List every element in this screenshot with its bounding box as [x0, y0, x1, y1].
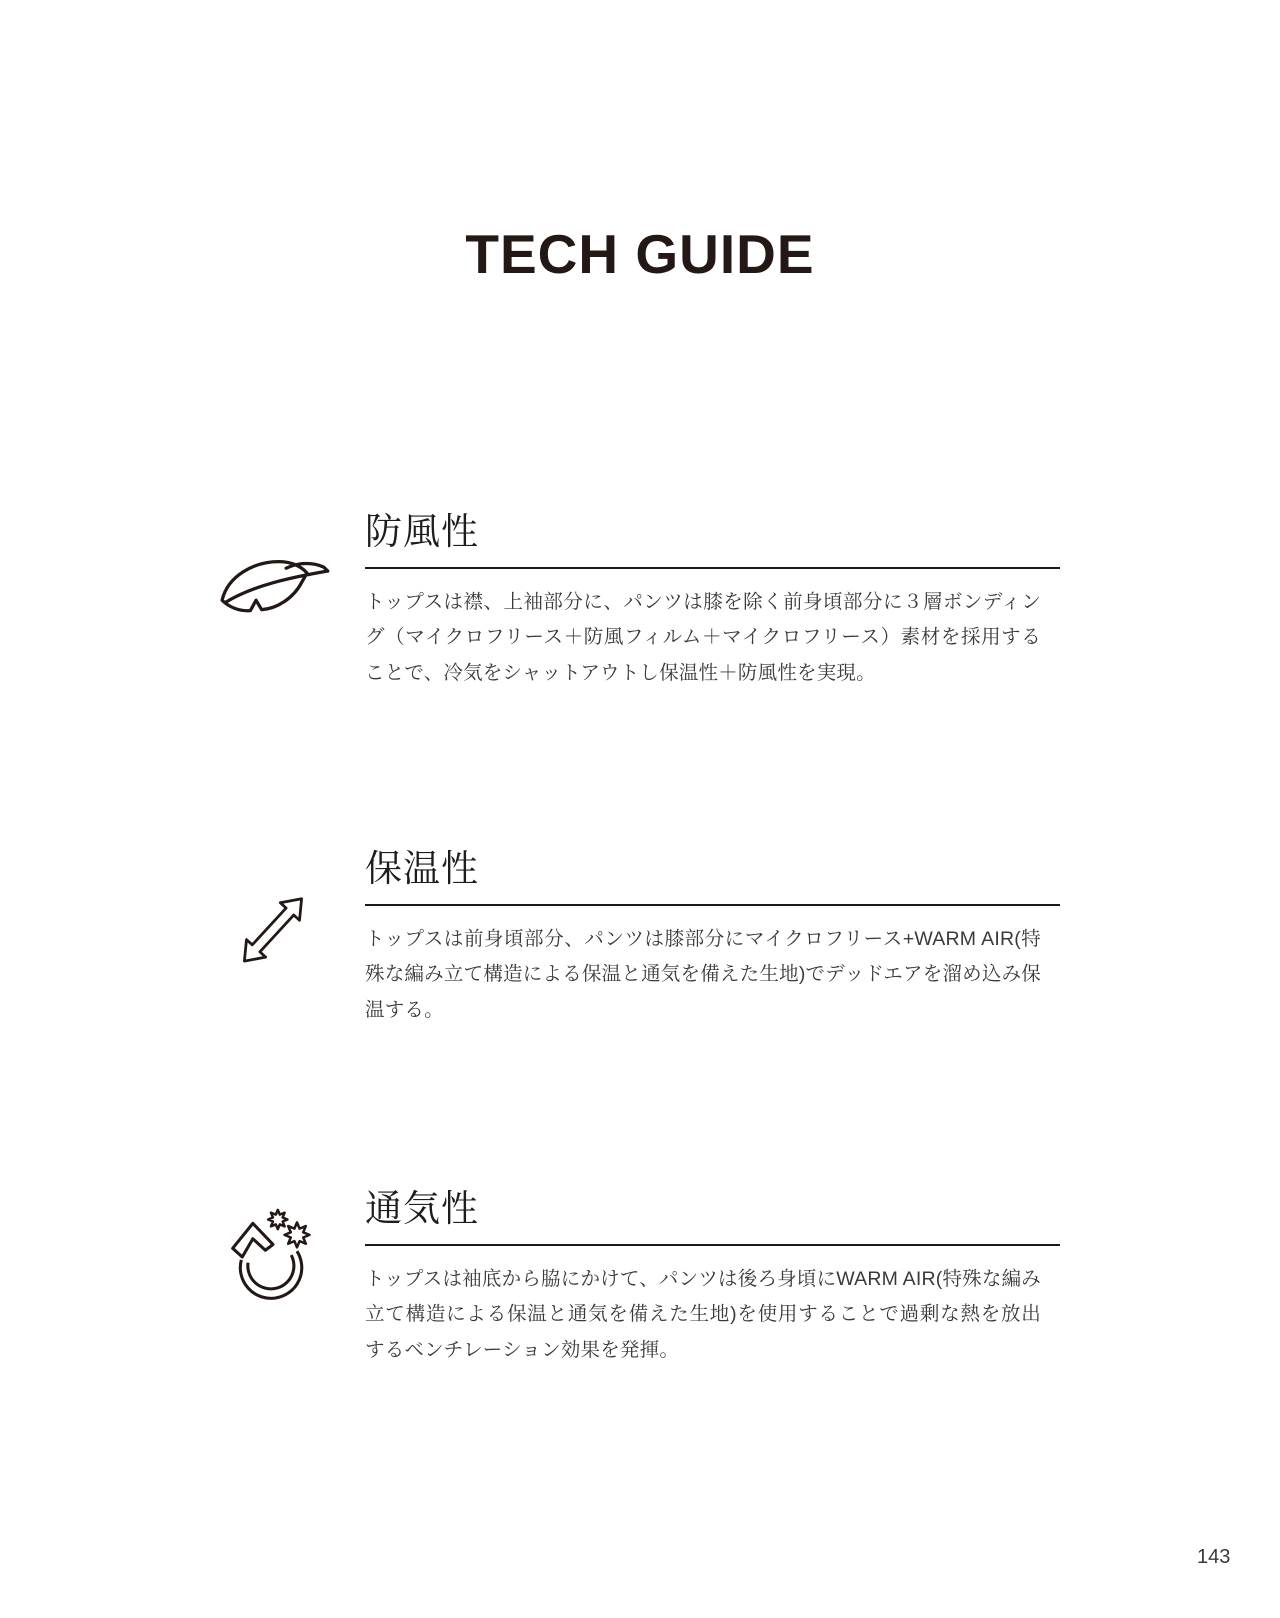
ventilation-icon — [205, 1206, 340, 1306]
feather-icon — [205, 555, 340, 621]
page-number: 143 — [1197, 1546, 1231, 1568]
stretch-arrow-icon-svg — [234, 876, 312, 970]
stretch-arrow-icon — [205, 876, 340, 970]
section-heading: 保温性 — [365, 848, 479, 889]
section-content — [365, 848, 1060, 1028]
section-divider — [365, 567, 1060, 569]
section-body: トップスは袖底から脇にかけて、パンツは後ろ身頃にWARM AIR(特殊な編み立て構造による保温と通気を備えた生地)を使用することで過剰な熱を放出するベンチレーション効果を発揮。 — [365, 1267, 1041, 1361]
section-content — [365, 1188, 1060, 1368]
section-body: トップスは前身頃部分、パンツは膝部分にマイクロフリース+WARM AIR(特殊な編み立て構造による保温と通気を備えた生地)でデッドエアを溜め込み保温する。 — [365, 927, 1041, 1021]
section-divider — [365, 904, 1060, 906]
section-body: トップスは襟、上袖部分に、パンツは膝を除く前身頃部分に３層ボンディング（マイクロフリース＋防風フィルム＋マイクロフリース）素材を採用することで、冷気をシャットアウトし保温性＋防風性を実現。 — [365, 590, 1041, 684]
feather-icon-svg — [210, 555, 336, 621]
page-title: TECH GUIDE — [465, 223, 815, 285]
section-heading: 通気性 — [365, 1188, 479, 1229]
section-heading: 防風性 — [365, 511, 479, 552]
section-divider — [365, 1244, 1060, 1246]
section-content — [365, 511, 1060, 691]
ventilation-icon-svg — [225, 1206, 321, 1306]
